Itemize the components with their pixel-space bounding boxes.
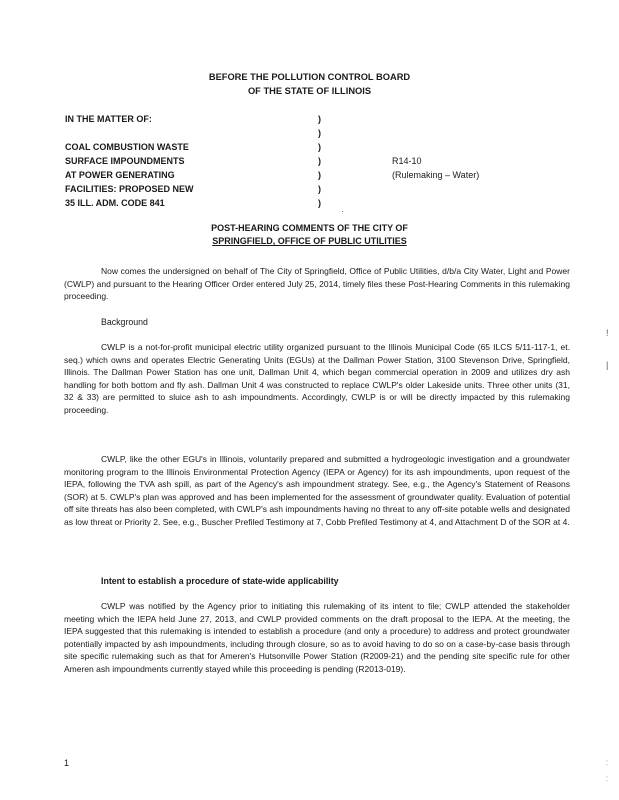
case-info — [392, 154, 479, 182]
background-paragraph: CWLP is a not-for-profit municipal electric utility organized pursuant to the Illinois Municipal Code (65 ILCS 5/11-117-1, et. seq.) which owns and operates Electric Generating Units (EGUs) at the Dallman Power Station, 3100 Stevenson Drive, Springfield, Illinois. The Dallman Power Station has one unit, Dallman Unit 4, which began commercial operation in 2009 and utilizes dry ash handling for both bottom and fly ash. Dallman Unit 4 was constructed to replace CWLP's older Lakeside units. Three other units (31, 32 & 33) are permitted to sluice ash to ash impoundments. Accordingly, CWLP is or will be directly impacted by this rulemaking proceeding. — [64, 342, 570, 415]
scan-mark: · — [341, 206, 344, 216]
scan-mark: | — [606, 360, 609, 370]
document-title-line2-text: SPRINGFIELD, OFFICE OF PUBLIC UTILITIES — [212, 236, 407, 246]
caption-line: AT POWER GENERATING — [65, 170, 175, 180]
scan-mark: ⁚ — [606, 761, 608, 767]
caption-paren: ) — [318, 170, 321, 180]
intro-paragraph: Now comes the undersigned on behalf of The City of Springfield, Office of Public Utilities, d/b/a City Water, Light and Power (CWLP) and pursuant to the Hearing Officer Order entered July 25, 2014, timely files these Post-Hearing Comments in this rulemaking proceeding. — [64, 266, 570, 302]
caption-paren: ) — [318, 114, 321, 124]
case-number: R14-10 — [392, 156, 422, 166]
caption-parentheses — [318, 112, 328, 210]
document-title-line2 — [0, 235, 619, 248]
caption-paren: ) — [318, 184, 321, 194]
caption-left-block — [65, 112, 305, 210]
document-title-line1: POST-HEARING COMMENTS OF THE CITY OF — [211, 223, 408, 233]
caption-paren: ) — [318, 128, 321, 138]
caption-line: COAL COMBUSTION WASTE — [65, 142, 189, 152]
caption-paren: ) — [318, 198, 321, 208]
caption-line: IN THE MATTER OF: — [65, 114, 152, 124]
scan-mark: ! — [606, 328, 609, 338]
caption-line: FACILITIES: PROPOSED NEW — [65, 184, 194, 194]
caption-paren: ) — [318, 142, 321, 152]
board-heading-line2: OF THE STATE OF ILLINOIS — [247, 86, 372, 96]
board-heading-line1: BEFORE THE POLLUTION CONTROL BOARD — [208, 72, 411, 82]
caption-paren: ) — [318, 156, 321, 166]
caption-line: SURFACE IMPOUNDMENTS — [65, 156, 185, 166]
section-title-intent: Intent to establish a procedure of state-wide applicability — [101, 576, 339, 586]
caption-line: 35 ILL. ADM. CODE 841 — [65, 198, 165, 208]
groundwater-paragraph: CWLP, like the other EGU's in Illinois, voluntarily prepared and submitted a hydrogeologic investigation and a groundwater monitoring program to the Illinois Environmental Protection Agency (IEPA or Agency) for its ash impoundments, upon request of the IEPA, following the TVA ash spill, as part of the Agency's ash impoundment strategy. See, e.g., the Agency's Statement of Reasons (SOR) at 5. CWLP's plan was approved and has been implemented for the assessment of groundwater quality. Evaluation of potential off site threats has also been completed, with CWLP's ash impoundments having no threat to any off-site potable wells and designated as low threat or Priority 2. See, e.g., Buscher Prefiled Testimony at 7, Cobb Prefiled Testimony at 4, and Attachment D of the SOR at 4. — [64, 454, 570, 527]
scan-mark: ⁚ — [606, 777, 608, 783]
caption-line — [65, 126, 305, 140]
intent-paragraph: CWLP was notified by the Agency prior to initiating this rulemaking of its intent to file; CWLP attended the stakeholder meeting which the IEPA held June 27, 2013, and CWLP provided comments on the draft proposal to the IEPA. At the meeting, the IEPA suggested that this rulemaking is intended to establish a procedure (and only a procedure) to address and protect groundwater potentially impacted by ash impoundments, including through closure, so as to avoid having to do so on a case-by-case basis through site specific rulemaking such as that for Ameren's Hutsonville Power Station (R2009-21) and the pending site specific rule for other Ameren ash impoundments currently stayed while this proceeding is pending (R2013-019). — [64, 601, 570, 674]
page-number: 1 — [64, 758, 70, 768]
case-type: (Rulemaking – Water) — [392, 170, 480, 180]
section-title-background: Background — [101, 317, 148, 327]
